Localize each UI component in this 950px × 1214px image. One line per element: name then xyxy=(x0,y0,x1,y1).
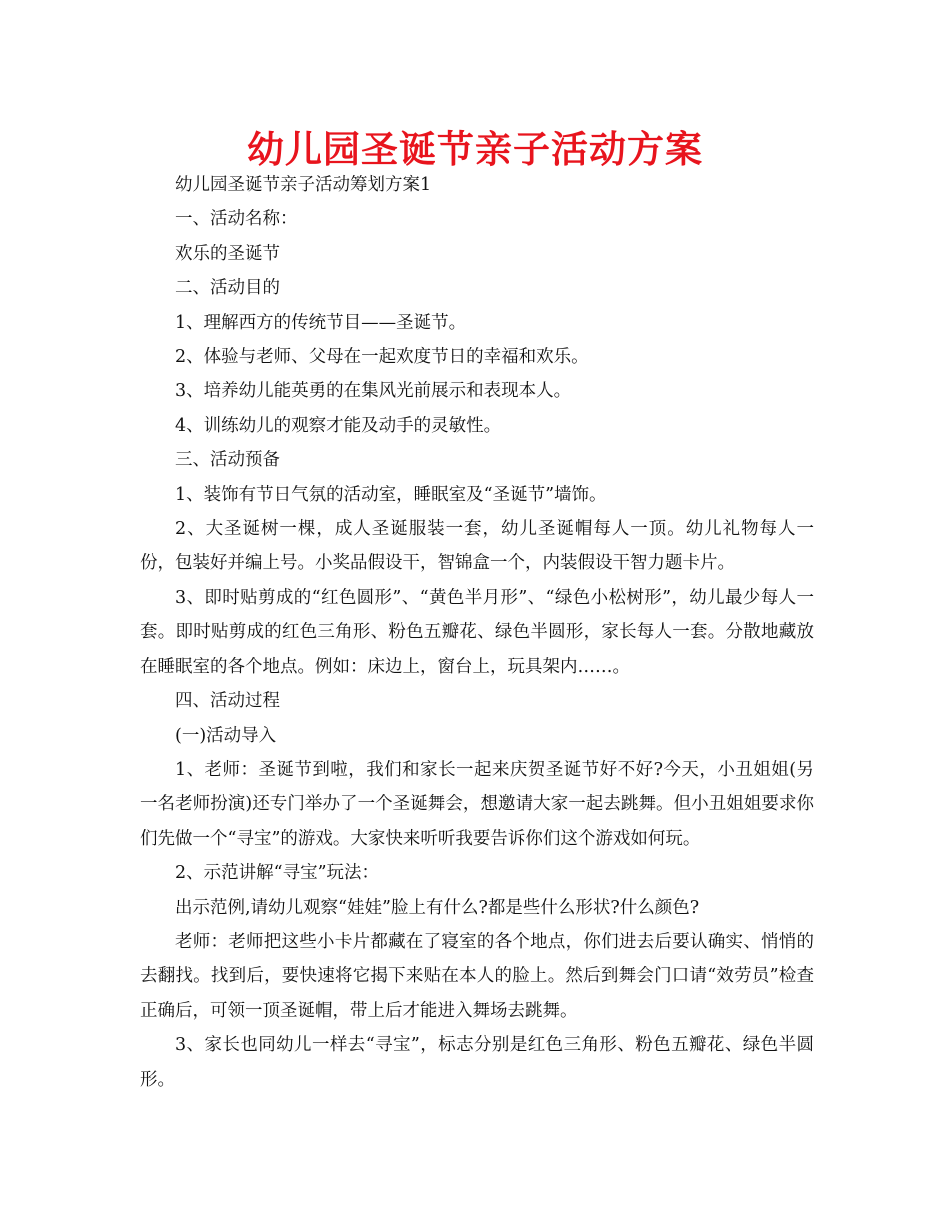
paragraph: 四、活动过程 xyxy=(175,691,280,712)
paragraph: (一)活动导入 xyxy=(175,725,277,746)
paragraph: 2、示范讲解“寻宝”玩法： xyxy=(175,863,380,884)
paragraph: 2、大圣诞树一棵，成人圣诞服装一套，幼儿圣诞帽每人一顶。幼儿礼物每人一份，包装好并编上号。小奖品假设干，智锦盒一个，内装假设干智力题卡片。 xyxy=(140,519,814,574)
paragraph: 欢乐的圣诞节 xyxy=(175,243,280,264)
paragraph: 1、理解西方的传统节目——圣诞节。 xyxy=(175,312,467,333)
paragraph: 幼儿园圣诞节亲子活动筹划方案1 xyxy=(175,175,432,195)
paragraph: 4、训练幼儿的观察才能及动手的灵敏性。 xyxy=(175,415,502,436)
paragraph: 出示范例,请幼儿观察“娃娃”脸上有什么?都是些什么形状?什么颜色? xyxy=(175,897,700,918)
document-title: 幼儿园圣诞节亲子活动方案 xyxy=(247,128,703,171)
paragraph: 二、活动目的 xyxy=(175,278,280,299)
paragraph: 一、活动名称： xyxy=(175,209,298,230)
paragraph: 3、培养幼儿能英勇的在集风光前展示和表现本人。 xyxy=(175,381,572,402)
paragraph: 2、体验与老师、父母在一起欢度节日的幸福和欢乐。 xyxy=(175,347,589,368)
paragraph: 3、家长也同幼儿一样去“寻宝”，标志分别是红色三角形、粉色五瓣花、绿色半圆形。 xyxy=(140,1035,814,1090)
paragraph: 1、老师：圣诞节到啦，我们和家长一起来庆贺圣诞节好不好?今天，小丑姐姐(另一名老师扮演)还专门举办了一个圣诞舞会，想邀请大家一起去跳舞。但小丑姐姐要求你们先做一个“寻宝”的游戏。大家快来听听我要告诉你们这个游戏如何玩。 xyxy=(140,759,814,849)
paragraph: 三、活动预备 xyxy=(175,450,280,471)
paragraph: 3、即时贴剪成的“红色圆形”、“黄色半月形”、“绿色小松树形”，幼儿最少每人一套。即时贴剪成的红色三角形、粉色五瓣花、绿色半圆形，家长每人一套。分散地藏放在睡眠室的各个地点。例如：床边上，窗台上，玩具架内……。 xyxy=(140,587,814,677)
paragraph: 老师：老师把这些小卡片都藏在了寝室的各个地点，你们进去后要认确实、悄悄的去翻找。找到后，要快速将它揭下来贴在本人的脸上。然后到舞会门口请“效劳员”检查正确后，可领一顶圣诞帽，带上后才能进入舞场去跳舞。 xyxy=(140,931,814,1021)
paragraph: 1、装饰有节日气氛的活动室，睡眠室及“圣诞节”墙饰。 xyxy=(175,484,607,505)
document-body xyxy=(140,168,814,1097)
